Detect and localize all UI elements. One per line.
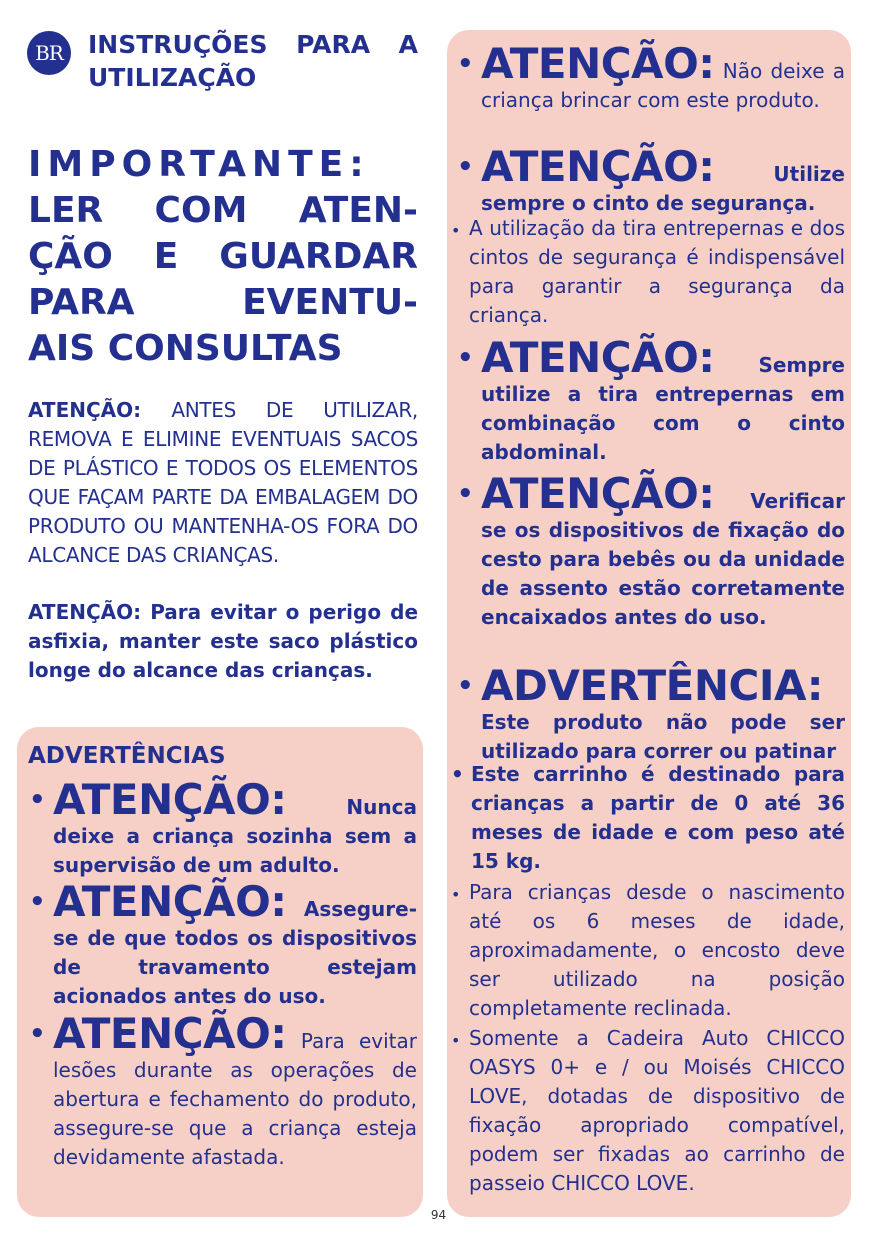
important-line-2: LER COM ATEN-	[28, 190, 418, 231]
warning-label: ATENÇÃO:	[53, 877, 287, 926]
bullet-icon: •	[451, 885, 461, 904]
bullet-icon: •	[29, 1019, 46, 1049]
note-right-9	[451, 1024, 845, 1198]
important-line-3: ÇÃO E GUARDAR	[28, 236, 418, 277]
warning-label: ATENÇÃO:	[53, 775, 287, 824]
warning-text: Verificar se os dispositivos de fixação do cesto para bebês ou da unidade de assento estão corretamente encaixados antes do uso.	[481, 489, 845, 629]
page-header-title: INSTRUÇÕES PARA A UTILIZAÇÃO	[88, 30, 418, 92]
important-line-4: PARA EVENTU-	[28, 282, 418, 323]
bullet-icon: •	[457, 49, 474, 79]
warning-text: Sempre utilize a tira entrepernas em combinação com o cinto abdominal.	[481, 353, 845, 464]
warning-label: ATENÇÃO:	[53, 1009, 287, 1058]
note-text: Para crianças desde o nascimento até os 6 meses de idade, aproximadamente, o encosto deve ser utilizado na posição completamente reclinada.	[469, 880, 845, 1020]
note-text: Somente a Cadeira Auto CHICCO OASYS 0+ e / ou Moisés CHICCO LOVE, dotadas de dispositivo de fixação apropriado compatível, podem ser fixadas ao carrinho de passeio CHICCO LOVE.	[469, 1026, 845, 1195]
warning-label: ATENÇÃO:	[481, 333, 715, 382]
note-text: Este carrinho é destinado para crianças a partir de 0 até 36 meses de idade e com peso até 15 kg.	[471, 762, 845, 873]
warning-label: ADVERTÊNCIA:	[481, 661, 824, 710]
bullet-icon: •	[457, 343, 474, 373]
warning-text: Nunca deixe a criança sozinha sem a supervisão de um adulto.	[53, 795, 417, 877]
language-badge: BR	[27, 31, 71, 75]
intro2-keyword: ATENÇÃO:	[28, 600, 142, 624]
important-line-1: IMPORTANTE:	[28, 144, 370, 185]
bullet-icon: •	[457, 671, 474, 701]
intro-text: ANTES DE UTILIZAR, REMOVA E ELIMINE EVENTUAIS SACOS DE PLÁSTICO E TODOS OS ELEMENTOS QUE FAÇAM PARTE DA EMBALAGEM DO PRODUTO OU MANTENHA-OS FORA DO ALCANCE DAS CRIANÇAS.	[28, 398, 418, 567]
warning-left-2	[29, 877, 417, 1011]
warnings-heading: ADVERTÊNCIAS	[28, 743, 226, 769]
warning-right-1	[457, 39, 845, 115]
note-right-8	[451, 878, 845, 1023]
warning-left-3	[29, 1009, 417, 1172]
bullet-icon: •	[29, 887, 46, 917]
note-right-7	[451, 760, 845, 876]
warning-right-6	[457, 661, 845, 766]
bullet-icon: •	[451, 1031, 461, 1050]
warning-text: Para evitar lesões durante as operações de abertura e fechamento do produto, assegure-se que a criança esteja devidamente afastada.	[53, 1029, 417, 1169]
warning-label: ATENÇÃO:	[481, 142, 715, 191]
warning-label: ATENÇÃO:	[481, 469, 715, 518]
bullet-icon: •	[457, 479, 474, 509]
important-line-5: AIS CONSULTAS	[28, 328, 343, 369]
warning-text: Utilize sempre o cinto de segurança.	[481, 162, 845, 215]
warning-right-2	[457, 142, 845, 218]
important-notice	[28, 142, 418, 372]
warning-text: Este produto não pode ser utilizado para correr ou patinar	[481, 710, 845, 763]
bullet-icon: •	[451, 762, 464, 786]
page-number: 94	[430, 1208, 447, 1222]
intro2-text: Para evitar o perigo de asfixia, manter este saco plástico longe do alcance das crianças.	[28, 600, 419, 682]
intro-keyword: ATENÇÃO:	[28, 398, 142, 422]
bullet-icon: •	[29, 785, 46, 815]
warning-text: Assegure-se de que todos os dispositivos de travamento estejam acionados antes do uso.	[53, 897, 417, 1008]
warning-right-5	[457, 469, 845, 632]
warning-label: ATENÇÃO:	[481, 39, 715, 88]
note-text: A utilização da tira entrepernas e dos cintos de segurança é indispensável para garantir a segurança da criança.	[469, 216, 845, 327]
warning-left-1	[29, 775, 417, 880]
intro-warning-suffocation	[28, 598, 418, 685]
warning-right-4	[457, 333, 845, 467]
warning-text: Não deixe a criança brincar com este produto.	[481, 59, 845, 112]
intro-warning-packaging	[28, 396, 418, 570]
note-right-3	[451, 214, 845, 330]
bullet-icon: •	[451, 221, 461, 240]
bullet-icon: •	[457, 152, 474, 182]
